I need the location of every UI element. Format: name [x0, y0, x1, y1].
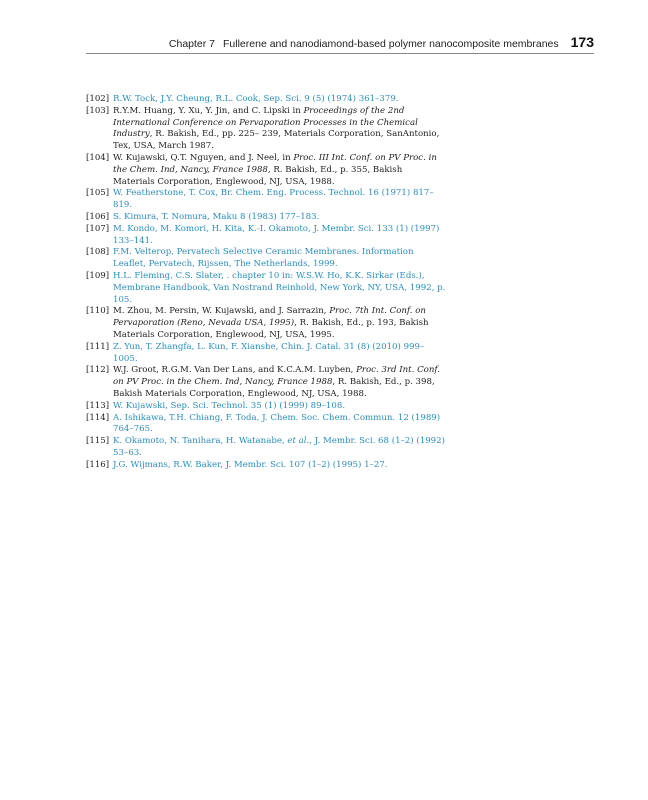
reference-link[interactable] — [113, 413, 446, 437]
reference-link[interactable] — [113, 224, 446, 248]
reference-item[interactable] — [86, 224, 446, 248]
reference-italic-text: Proceedings of the 2nd International Conference on Pervaporation Processes in the Chemical Industry — [113, 105, 418, 140]
reference-text-part: J.G. Wijmans, R.W. Baker, J. Membr. Sci. 107 (1–2) (1995) 1–27. — [113, 459, 388, 470]
reference-text-part: R.Y.M. Huang, Y. Xu, Y. Jin, and C. Lipski in — [113, 105, 304, 116]
reference-item[interactable] — [86, 342, 446, 366]
reference-number: [116] — [86, 459, 110, 470]
chapter-label: Chapter 7 — [168, 38, 216, 50]
reference-item[interactable] — [86, 401, 446, 413]
reference-number: [114] — [86, 412, 110, 423]
reference-number: [109] — [86, 270, 110, 281]
reference-text-part: S. Kimura, T. Nomura, Maku 8 (1983) 177–183. — [113, 211, 320, 222]
reference-number: [104] — [86, 152, 110, 163]
reference-text-part: W. Kujawski, Sep. Sci. Technol. 35 (1) (1999) 89–108. — [113, 400, 346, 411]
reference-text-part: K. Okamoto, N. Tanihara, H. Watanabe, — [113, 436, 288, 447]
reference-text-part: H.L. Fleming, C.S. Slater, . chapter 10 in: W.S.W. Ho, K.K. Sirkar (Eds.), Membrane Handbook, Van Nostrand Reinhold, New York, NY, USA, 1992, p. 105. — [113, 270, 446, 305]
reference-text — [113, 106, 446, 153]
reference-number: [105] — [86, 188, 110, 199]
reference-text-part: F.M. Velterop, Pervatech Selective Ceramic Membranes. Information Leaflet, Pervatech, Rijssen, The Netherlands, 1999. — [113, 247, 414, 270]
reference-item — [86, 365, 446, 400]
reference-link[interactable] — [113, 212, 446, 224]
reference-item[interactable] — [86, 94, 446, 106]
reference-text-part: , J. Membr. Sci. 68 (1–2) (1992) 53–63. — [113, 436, 445, 458]
reference-text-part: M. Zhou, M. Persin, W. Kujawski, and J. Sarrazin, — [113, 306, 330, 317]
reference-italic-text: Proc. 3rd Int. Conf. on PV Proc. in the Chem. Ind, Nancy, France 1988 — [113, 365, 440, 388]
reference-text — [113, 153, 446, 188]
reference-text-part: R.W. Tock, J.Y. Cheung, R.L. Cook, Sep. Sci. 9 (5) (1974) 361–379. — [113, 94, 399, 104]
reference-number: [111] — [86, 341, 110, 352]
reference-text-part: M. Kondo, M. Komori, H. Kita, K.-I. Okamoto, J. Membr. Sci. 133 (1) (1997) 133–141. — [113, 223, 440, 246]
reference-link[interactable] — [113, 188, 446, 212]
reference-link[interactable] — [113, 460, 446, 472]
reference-item — [86, 153, 446, 188]
reference-text-part: , R. Bakish, Ed., p. 398, Bakish Materials Corporation, Englewood, NJ, USA, 1988. — [113, 377, 435, 399]
reference-text-part: W.J. Groot, R.G.M. Van Der Lans, and K.C.A.M. Luyben, — [113, 365, 357, 376]
reference-number: [107] — [86, 223, 110, 234]
reference-link[interactable] — [113, 271, 446, 306]
reference-text-part: W. Featherstone, T. Cox, Br. Chem. Eng. Process. Technol. 16 (1971) 817–819. — [113, 188, 434, 211]
running-header — [86, 34, 594, 52]
reference-number: [106] — [86, 211, 110, 222]
reference-link[interactable] — [113, 436, 446, 460]
reference-text-part: , R. Bakish, Ed., p. 193, Bakish Materials Corporation, Englewood, NJ, USA, 1995. — [113, 318, 429, 340]
reference-item[interactable] — [86, 247, 446, 271]
reference-item[interactable] — [86, 188, 446, 212]
reference-number: [112] — [86, 365, 110, 376]
reference-number: [110] — [86, 306, 110, 317]
chapter-title: Fullerene and nanodiamond-based polymer nanocomposite membranes — [223, 38, 559, 50]
reference-item[interactable] — [86, 436, 446, 460]
reference-number: [102] — [86, 94, 110, 104]
reference-italic-text: et al. — [287, 436, 310, 447]
reference-link[interactable] — [113, 401, 446, 413]
reference-number: [113] — [86, 400, 110, 411]
reference-text-part: A. Ishikawa, T.H. Chiang, F. Toda, J. Chem. Soc. Chem. Commun. 12 (1989) 764–765. — [113, 412, 441, 435]
reference-text-part: , R. Bakish, Ed., p. 355, Bakish Materials Corporation, Englewood, NJ, USA, 1988. — [113, 164, 403, 187]
reference-item — [86, 106, 446, 153]
reference-item[interactable] — [86, 212, 446, 224]
reference-italic-text: Proc. 7th Int. Conf. on Pervaporation (Reno, Nevada USA, 1995) — [113, 306, 426, 329]
reference-item[interactable] — [86, 460, 446, 472]
reference-number: [103] — [86, 105, 110, 116]
reference-item — [86, 306, 446, 341]
reference-item[interactable] — [86, 413, 446, 437]
reference-text-part: Z. Yun, T. Zhangfa, L. Kun, F. Xianshe, Chin. J. Catal. 31 (8) (2010) 999–1005. — [113, 341, 425, 364]
reference-number: [115] — [86, 436, 110, 447]
reference-item[interactable] — [86, 271, 446, 306]
reference-italic-text: Proc. III Int. Conf. on PV Proc. in the Chem. Ind, Nancy, France 1988 — [113, 152, 437, 175]
reference-link[interactable] — [113, 94, 446, 106]
reference-text — [113, 306, 446, 341]
header-rule — [86, 53, 594, 54]
reference-link[interactable] — [113, 342, 446, 366]
reference-list — [86, 94, 446, 472]
page-number: 173 — [570, 34, 594, 50]
reference-link[interactable] — [113, 247, 446, 271]
reference-text-part: , R. Bakish, Ed., pp. 225– 239, Materials Corporation, SanAntonio, Tex, USA, March 1987. — [113, 129, 440, 152]
reference-number: [108] — [86, 247, 110, 258]
reference-text-part: W. Kujawski, Q.T. Nguyen, and J. Neel, in — [113, 152, 294, 163]
reference-text — [113, 365, 446, 400]
